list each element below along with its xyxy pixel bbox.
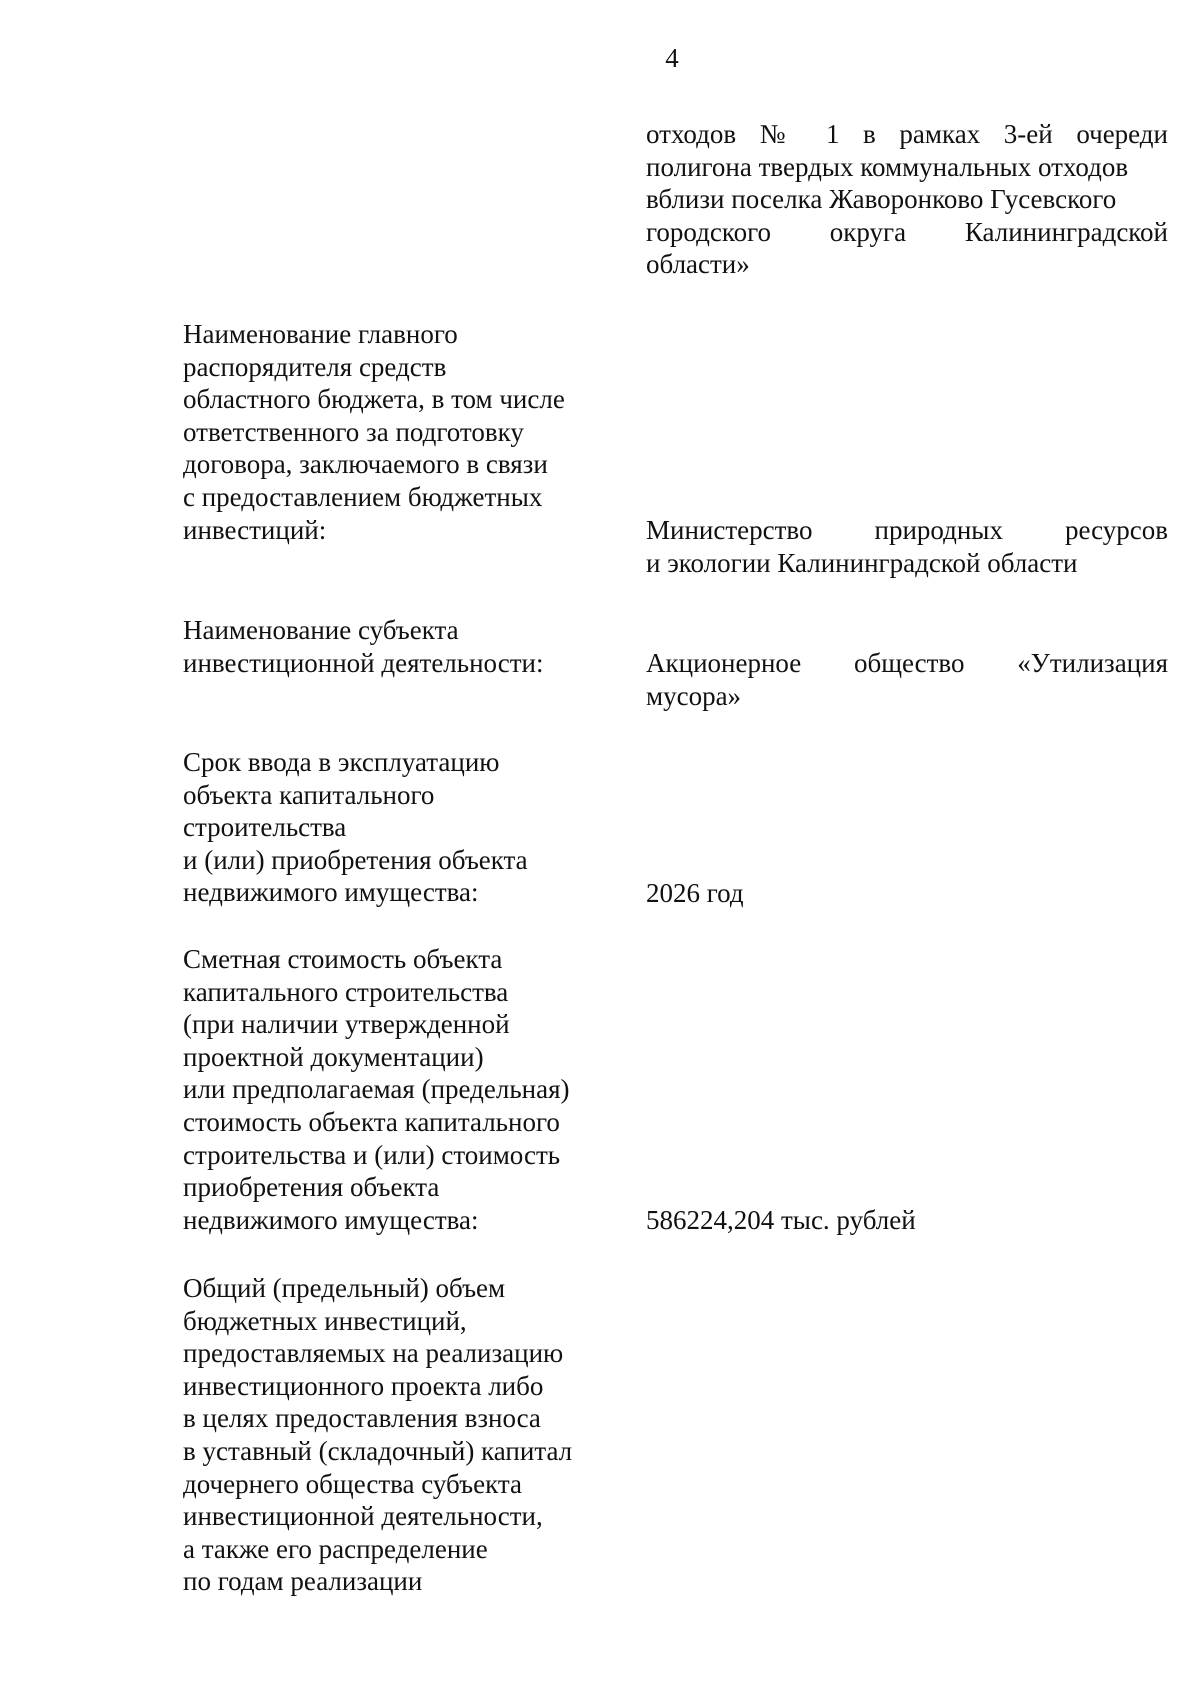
field-label [183, 614, 623, 679]
project-title-line: полигона твердых коммунальных отходов [646, 151, 1129, 182]
label-line: проектной документации) [183, 1041, 484, 1072]
label-line: распорядителя средств [183, 351, 447, 382]
project-title-line: городского округа Калининградской [646, 216, 1168, 247]
value-line: мусора» [646, 680, 742, 711]
label-line: Срок ввода в эксплуатацию [183, 747, 500, 777]
label-line: строительства и (или) стоимость [183, 1139, 561, 1170]
label-line: договора, заключаемого в связи [183, 449, 548, 480]
label-line: Наименование субъекта [183, 615, 459, 645]
value-line: 586224,204 тыс. рублей [646, 1205, 916, 1235]
label-line: стоимость объекта капитального [183, 1106, 560, 1137]
label-line: инвестиций: [183, 514, 327, 545]
label-line: бюджетных инвестиций, [183, 1305, 467, 1336]
label-line: инвестиционной деятельности: [183, 647, 544, 678]
label-line: ответственного за подготовку [183, 416, 524, 447]
label-line: областного бюджета, в том числе [183, 384, 565, 415]
field-value [646, 514, 1168, 579]
field-value [646, 1204, 1168, 1237]
label-line: Сметная стоимость объекта [183, 944, 503, 974]
label-line: недвижимого имущества: [183, 1204, 479, 1235]
field-value [646, 647, 1168, 712]
project-title-line: отходов № 1 в рамках 3-ей очереди [646, 119, 1168, 149]
label-line: и (или) приобретения объекта [183, 844, 528, 875]
field-label [183, 943, 623, 1236]
label-line: или предполагаемая (предельная) [183, 1074, 570, 1105]
project-title-continuation [646, 118, 1168, 281]
label-line: дочернего общества субъекта [183, 1468, 522, 1499]
label-line: в целях предоставления взноса [183, 1403, 541, 1434]
label-line: в уставный (складочный) капитал [183, 1435, 573, 1466]
value-line: Министерство природных ресурсов [646, 515, 1168, 545]
label-line: с предоставлением бюджетных [183, 481, 543, 512]
label-line: недвижимого имущества: [183, 877, 479, 908]
value-line: Акционерное общество «Утилизация [646, 648, 1168, 678]
label-line: инвестиционного проекта либо [183, 1370, 544, 1401]
field-label [183, 746, 623, 909]
label-line: а также его распределение [183, 1533, 488, 1564]
field-label [183, 318, 623, 546]
field-value [646, 877, 1168, 910]
value-line: 2026 год [646, 878, 744, 908]
label-line: Общий (предельный) объем [183, 1273, 506, 1303]
label-line: капитального строительства [183, 976, 509, 1007]
label-line: инвестиционной деятельности, [183, 1501, 543, 1532]
label-line: Наименование главного [183, 319, 458, 349]
field-label [183, 1272, 623, 1598]
label-line: строительства [183, 812, 347, 843]
label-line: объекта капитального [183, 779, 435, 810]
value-line: и экологии Калининградской области [646, 547, 1078, 578]
label-line: (при наличии утвержденной [183, 1009, 510, 1040]
label-line: по годам реализации [183, 1566, 423, 1597]
label-line: предоставляемых на реализацию [183, 1338, 564, 1369]
label-line: приобретения объекта [183, 1172, 440, 1203]
page-number: 4 [665, 43, 679, 73]
project-title-line: вблизи поселка Жаворонково Гусевского [646, 184, 1117, 215]
project-title-line: области» [646, 249, 750, 280]
